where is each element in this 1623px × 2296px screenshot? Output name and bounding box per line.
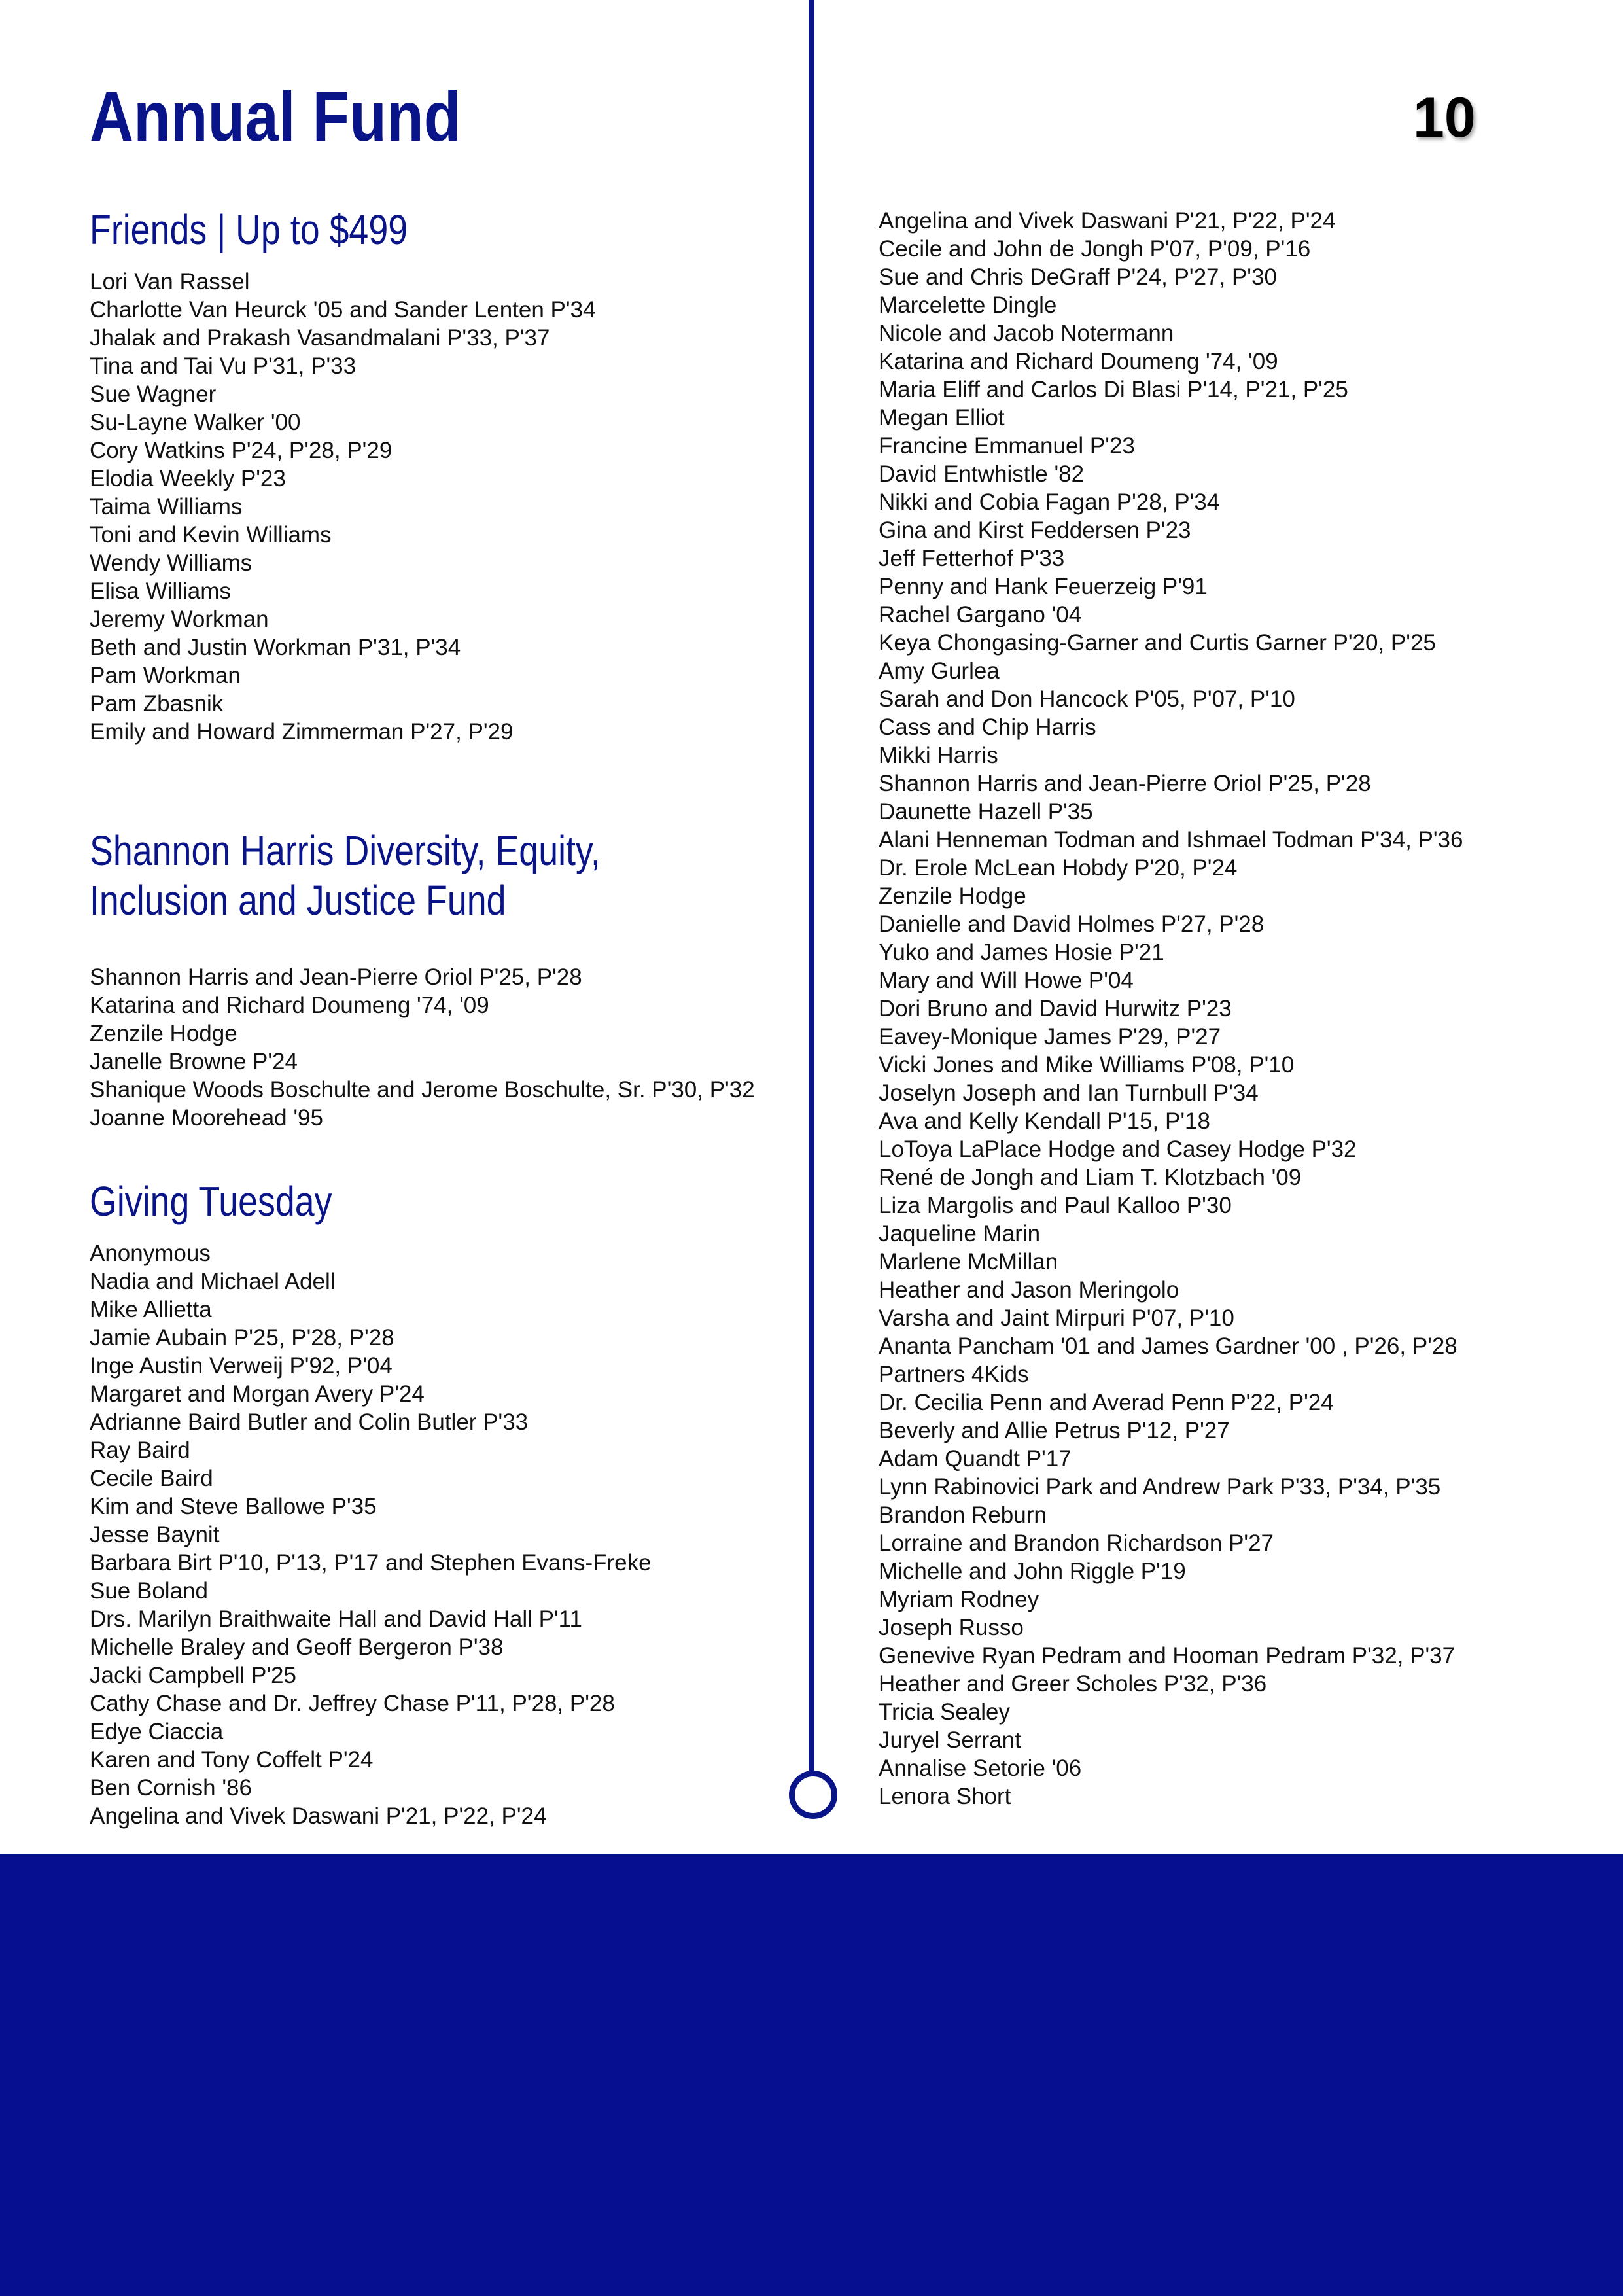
donor-name: Genevive Ryan Pedram and Hooman Pedram P'32, P'37: [879, 1643, 1456, 1669]
donor-name: Lori Van Rassel: [90, 269, 250, 294]
donor-name: Angelina and Vivek Daswani P'21, P'22, P'24: [90, 1803, 547, 1829]
donor-name: Jeff Fetterhof P'33: [879, 546, 1065, 571]
donor-name: Adrianne Baird Butler and Colin Butler P'33: [90, 1409, 529, 1435]
donor-name: Jeremy Workman: [90, 607, 269, 632]
donor-name: Nadia and Michael Adell: [90, 1269, 336, 1294]
donor-name: Marlene McMillan: [879, 1249, 1058, 1275]
donor-name: Angelina and Vivek Daswani P'21, P'22, P'24: [879, 208, 1336, 234]
donor-name: LoToya LaPlace Hodge and Casey Hodge P'32: [879, 1137, 1357, 1162]
donor-name: Sue Boland: [90, 1578, 208, 1604]
donor-name: Penny and Hank Feuerzeig P'91: [879, 574, 1208, 599]
friends-donor-list: [90, 268, 809, 746]
donor-name: Beth and Justin Workman P'31, P'34: [90, 635, 461, 660]
donor-name: Dori Bruno and David Hurwitz P'23: [879, 996, 1232, 1021]
donor-name: David Entwhistle '82: [879, 461, 1085, 487]
donor-name: Drs. Marilyn Braithwaite Hall and David Hall P'11: [90, 1606, 582, 1632]
donor-name: Partners 4Kids: [879, 1362, 1029, 1387]
donor-name: Wendy Williams: [90, 550, 253, 576]
donor-name: Sue and Chris DeGraff P'24, P'27, P'30: [879, 264, 1277, 290]
donor-name: Ben Cornish '86: [90, 1775, 252, 1801]
donor-name: Heather and Greer Scholes P'32, P'36: [879, 1671, 1267, 1697]
donor-name: Michelle and John Riggle P'19: [879, 1559, 1186, 1584]
donor-name: Alani Henneman Todman and Ishmael Todman P'34, P'36: [879, 827, 1463, 853]
donor-name: Elodia Weekly P'23: [90, 466, 286, 491]
left-column: [90, 205, 809, 1830]
donor-name: Mary and Will Howe P'04: [879, 968, 1134, 993]
donor-name: Juryel Serrant: [879, 1727, 1021, 1753]
donor-name: Yuko and James Hosie P'21: [879, 940, 1164, 965]
donor-name: Karen and Tony Coffelt P'24: [90, 1747, 374, 1773]
donor-name: Toni and Kevin Williams: [90, 522, 332, 548]
donor-name: Cathy Chase and Dr. Jeffrey Chase P'11, P'28, P'28: [90, 1691, 615, 1716]
donor-name: Nikki and Cobia Fagan P'28, P'34: [879, 489, 1220, 515]
right-column: [879, 207, 1598, 1810]
donor-name: Zenzile Hodge: [879, 883, 1026, 909]
donor-name: Danielle and David Holmes P'27, P'28: [879, 911, 1265, 937]
donor-name: Ray Baird: [90, 1438, 190, 1463]
donor-name: Vicki Jones and Mike Williams P'08, P'10: [879, 1052, 1295, 1078]
donor-name: Inge Austin Verweij P'92, P'04: [90, 1353, 393, 1379]
deij-fund-heading-line2: Inclusion and Justice Fund: [90, 877, 506, 924]
donor-name: Shannon Harris and Jean-Pierre Oriol P'25, P'28: [879, 771, 1371, 796]
donor-name: Cecile Baird: [90, 1466, 213, 1491]
timeline-divider: [809, 0, 814, 1775]
donor-name: René de Jongh and Liam T. Klotzbach '09: [879, 1165, 1302, 1190]
donor-name: Lorraine and Brandon Richardson P'27: [879, 1530, 1274, 1556]
donor-name: Annalise Setorie '06: [879, 1756, 1082, 1781]
donor-name: Varsha and Jaint Mirpuri P'07, P'10: [879, 1305, 1234, 1331]
donor-name: Heather and Jason Meringolo: [879, 1277, 1179, 1303]
donor-name: Francine Emmanuel P'23: [879, 433, 1135, 459]
donor-name: Mike Allietta: [90, 1297, 212, 1322]
donor-name: Beverly and Allie Petrus P'12, P'27: [879, 1418, 1230, 1443]
donor-name: Rachel Gargano '04: [879, 602, 1082, 627]
donor-name: Elisa Williams: [90, 578, 231, 604]
deij-fund-heading: [90, 826, 694, 925]
donor-name: Michelle Braley and Geoff Bergeron P'38: [90, 1634, 504, 1660]
donor-name: Myriam Rodney: [879, 1587, 1039, 1612]
donor-name: Jesse Baynit: [90, 1522, 220, 1547]
donor-name: Jhalak and Prakash Vasandmalani P'33, P'37: [90, 325, 550, 351]
donor-name: Eavey-Monique James P'29, P'27: [879, 1024, 1221, 1050]
donor-name: Barbara Birt P'10, P'13, P'17 and Stephen Evans-Freke: [90, 1550, 652, 1576]
donor-name: Brandon Reburn: [879, 1502, 1047, 1528]
donor-name: Edye Ciaccia: [90, 1719, 224, 1744]
donor-name: Katarina and Richard Doumeng '74, '09: [90, 993, 489, 1018]
donor-name: Ava and Kelly Kendall P'15, P'18: [879, 1108, 1210, 1134]
donor-name: Katarina and Richard Doumeng '74, '09: [879, 349, 1278, 374]
donor-name: Jacki Campbell P'25: [90, 1663, 296, 1688]
friends-heading: Friends | Up to $499: [90, 206, 408, 253]
donor-name: Joanne Moorehead '95: [90, 1105, 323, 1131]
footer-band: [0, 1854, 1623, 2296]
deij-fund-heading-line1: Shannon Harris Diversity, Equity,: [90, 827, 601, 874]
donor-name: Anonymous: [90, 1241, 211, 1266]
donor-name: Jaqueline Marin: [879, 1221, 1041, 1246]
donor-name: Nicole and Jacob Notermann: [879, 321, 1174, 346]
donor-name: Sue Wagner: [90, 381, 217, 407]
donor-name: Kim and Steve Ballowe P'35: [90, 1494, 377, 1519]
donor-name: Charlotte Van Heurck '05 and Sander Lenten P'34: [90, 297, 596, 323]
donor-name: Pam Zbasnik: [90, 691, 224, 716]
donor-name: Cass and Chip Harris: [879, 715, 1096, 740]
donor-name: Jamie Aubain P'25, P'28, P'28: [90, 1325, 394, 1351]
donor-name: Su-Layne Walker '00: [90, 410, 301, 435]
donor-name: Adam Quandt P'17: [879, 1446, 1072, 1472]
donor-name: Keya Chongasing-Garner and Curtis Garner P'20, P'25: [879, 630, 1436, 656]
donor-name: Shanique Woods Boschulte and Jerome Boschulte, Sr. P'30, P'32: [90, 1077, 755, 1103]
donor-name: Gina and Kirst Feddersen P'23: [879, 518, 1191, 543]
donor-name: Margaret and Morgan Avery P'24: [90, 1381, 425, 1407]
giving-tuesday-heading: Giving Tuesday: [90, 1178, 332, 1225]
donor-name: Dr. Erole McLean Hobdy P'20, P'24: [879, 855, 1238, 881]
donor-name: Liza Margolis and Paul Kalloo P'30: [879, 1193, 1232, 1218]
giving-tuesday-donor-list: [90, 1239, 809, 1830]
page-title: Annual Fund: [90, 77, 461, 156]
donor-name: Mikki Harris: [879, 743, 998, 768]
donor-name: Megan Elliot: [879, 405, 1005, 431]
donor-name: Marcelette Dingle: [879, 292, 1057, 318]
donor-name: Amy Gurlea: [879, 658, 1000, 684]
donor-name: Sarah and Don Hancock P'05, P'07, P'10: [879, 686, 1295, 712]
donor-name: Maria Eliff and Carlos Di Blasi P'14, P'21, P'25: [879, 377, 1348, 402]
deij-donor-list: [90, 963, 809, 1132]
donor-name: Tricia Sealey: [879, 1699, 1010, 1725]
donor-name: Emily and Howard Zimmerman P'27, P'29: [90, 719, 514, 745]
giving-tuesday-donor-list-continued: [879, 207, 1598, 1810]
donor-name: Daunette Hazell P'35: [879, 799, 1093, 824]
donor-name: Joselyn Joseph and Ian Turnbull P'34: [879, 1080, 1259, 1106]
donor-name: Janelle Browne P'24: [90, 1049, 298, 1074]
donor-name: Joseph Russo: [879, 1615, 1024, 1640]
donor-name: Zenzile Hodge: [90, 1021, 237, 1046]
donor-name: Taima Williams: [90, 494, 243, 520]
donor-name: Cecile and John de Jongh P'07, P'09, P'16: [879, 236, 1311, 262]
donor-name: Shannon Harris and Jean-Pierre Oriol P'25, P'28: [90, 964, 582, 990]
donor-name: Dr. Cecilia Penn and Averad Penn P'22, P'24: [879, 1390, 1334, 1415]
donor-name: Lenora Short: [879, 1784, 1011, 1809]
page-number: 10: [1413, 86, 1476, 149]
donor-name: Tina and Tai Vu P'31, P'33: [90, 353, 357, 379]
donor-name: Pam Workman: [90, 663, 241, 688]
donor-name: Lynn Rabinovici Park and Andrew Park P'33, P'34, P'35: [879, 1474, 1441, 1500]
donor-name: Cory Watkins P'24, P'28, P'29: [90, 438, 393, 463]
donor-name: Ananta Pancham '01 and James Gardner '00 , P'26, P'28: [879, 1333, 1457, 1359]
